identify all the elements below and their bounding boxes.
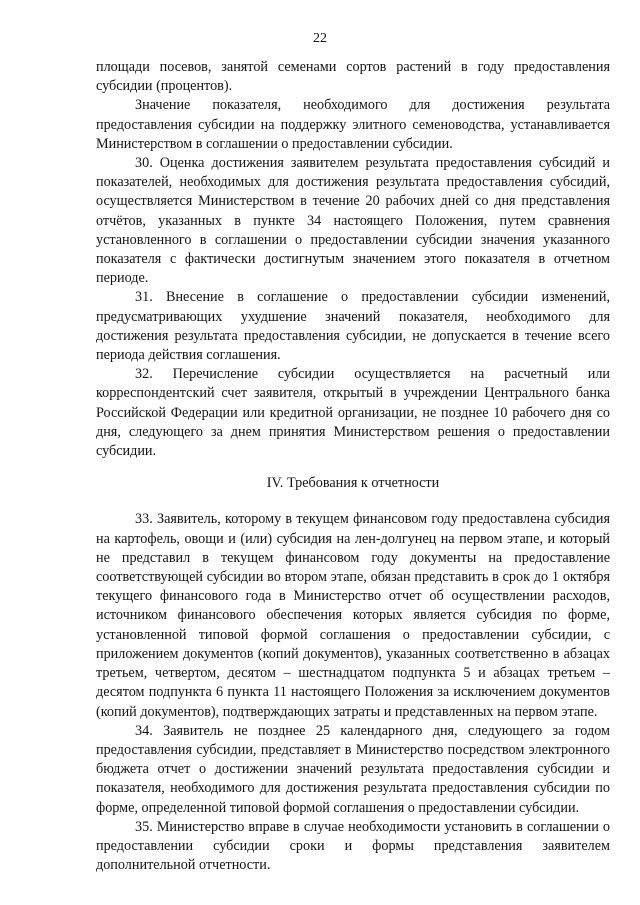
paragraph-34: 34. Заявитель не позднее 25 календарного дня, следующего за годом предоставления субсидии, представляет в Министерство посредством электронного бюджета отчет о достижении значений результата предоставления субсидии и показателя, необходимого для достижения результата предоставления субсидии по форме, определенной типовой формой соглашения о предоставлении субсидии. [96,722,610,816]
document-body [96,58,610,875]
paragraph-31: 31. Внесение в соглашение о предоставлении субсидии изменений, предусматривающих ухудшение значений показателя, необходимого для достижения результата предоставления субсидии, не допускается в течение всего периода действия соглашения. [96,289,610,364]
paragraph-32: 32. Перечисление субсидии осуществляется на расчетный или корреспондентский счет заявителя, открытый в учреждении Центрального банка Российской Федерации или кредитной организации, не позднее 10 рабочего дня со дня, следующего за днем принятия Министерством решения о предоставлении субсидии. [96,366,610,460]
paragraph-indicator-value: Значение показателя, необходимого для достижения результата предоставления субсидии на поддержку элитного семеноводства, устанавливается Министерством в соглашении о предоставлении субсидии. [96,97,610,152]
section-heading: IV. Требования к отчетности [266,475,440,492]
page-number: 22 [313,31,327,46]
paragraph-30: 30. Оценка достижения заявителем результата предоставления субсидий и показателей, необходимых для достижения результата предоставления субсидий, осуществляется Министерством в течение 20 рабочих дней со дня представления отчётов, указанных в пункте 34 настоящего Положения, путем сравнения установленного в соглашении о предоставлении субсидии значения указанного показателя с фактически достигнутым значением этого показателя в отчетном периоде. [96,155,610,287]
paragraph-continuation: площади посевов, занятой семенами сортов растений в году предоставления субсидии (процентов). [96,59,610,95]
paragraph-35: 35. Министерство вправе в случае необходимости установить в соглашении о предоставлении субсидии сроки и формы представления заявителем дополнительной отчетности. [96,818,610,874]
paragraph-33: 33. Заявитель, которому в текущем финансовом году предоставлена субсидия на картофель, овощи и (или) субсидия на лен-долгунец на первом этапе, и который не представил в текущем финансовом году документы на предоставление соответствующей субсидии во втором этапе, обязан представить в срок до 1 октября текущего финансового года в Министерство отчет об осуществлении расходов, источником финансового обеспечения которых является субсидия по форме, установленной типовой формой соглашения о предоставлении субсидии, с приложением документов (копий документов), указанных соответственно в абзацах третьем, четвертом, десятом – шестнадцатом подпункта 5 и абзацах третьем – десятом подпункта 6 пункта 11 настоящего Положения за исключением документов (копий документов), подтверждающих затраты и представленных на первом этапе. [96,511,610,720]
